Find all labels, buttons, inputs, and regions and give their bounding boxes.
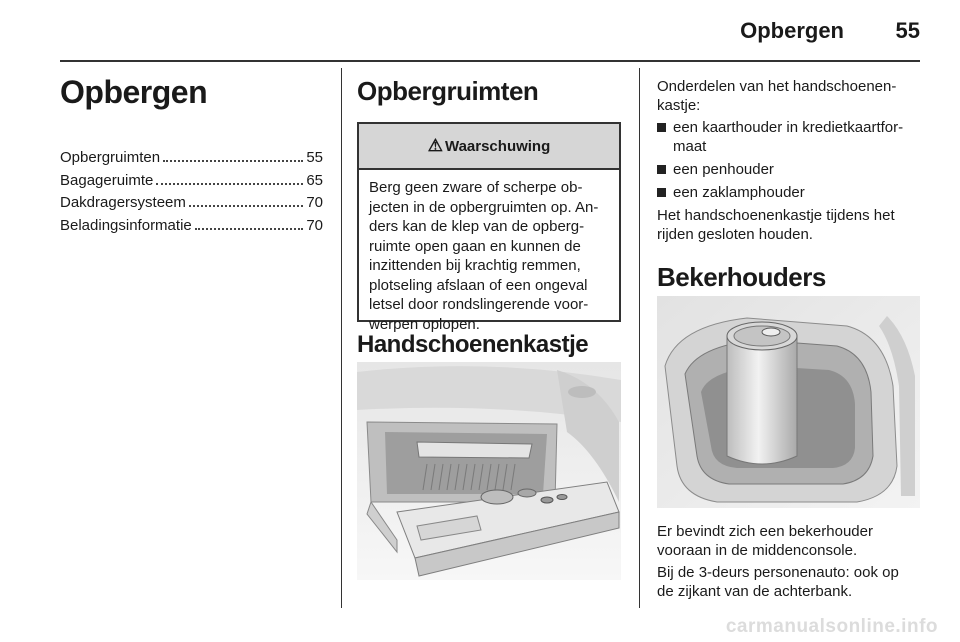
warning-line: plotseling afslaan of een ongeval [369,276,588,294]
list-item-line: maat [673,138,707,155]
toc-entry-page: 70 [306,216,323,234]
warning-title: Waarschuwing [444,137,551,155]
list-item [657,160,937,179]
section-heading-cupholders: Bekerhouders [657,262,826,292]
paragraph-line: de zijkant van de achterbank. [657,583,853,600]
list-item [657,183,937,202]
cupholder-paragraph-2 [657,563,937,601]
column-divider-right [639,68,640,608]
cupholder-paragraph-1 [657,522,937,560]
header-divider [60,60,920,62]
paragraph-line: Bij de 3-deurs personenauto: ook op [657,564,899,581]
toc-entry[interactable] [60,149,323,172]
list-item [657,118,937,156]
toc-entry-page: 55 [306,149,323,166]
intro-line: Onderdelen van het handschoenen- [657,78,897,95]
list-item-line: een penhouder [673,161,774,178]
warning-text [359,170,619,334]
section-heading-storage: Opbergruimten [357,76,539,106]
chapter-title: Opbergen [60,74,208,110]
toc-leader [189,204,303,207]
page-number: 55 [895,18,920,43]
subsection-heading-glovebox: Handschoenenkastje [357,331,589,358]
toc-leader [195,227,304,230]
warning-line: jecten in de opbergruimten op. An- [369,198,599,216]
toc-entry-page: 70 [306,194,323,211]
list-item-line: een kaarthouder in kredietkaartfor- [673,119,904,136]
toc-entry[interactable] [60,194,323,217]
table-of-contents [60,149,323,239]
running-header-title: Opbergen [740,18,844,43]
toc-entry-label: Bagageruimte [60,171,154,189]
toc-entry[interactable] [60,172,323,195]
paragraph-line: vooraan in de middenconsole. [657,542,858,559]
glovebox-parts-list [657,118,937,206]
watermark: carmanualsonline.info [725,616,938,637]
warning-box [357,122,621,333]
note-line: Het handschoenenkastje tijdens het [657,207,895,224]
toc-entry-label: Opbergruimten [60,149,161,166]
warning-line: werpen oplopen. [369,315,480,333]
cupholder-illustration [657,296,920,508]
warning-line: letsel door rondslingerende voor- [369,296,589,313]
paragraph-line: Er bevindt zich een bekerhouder [657,523,873,540]
glovebox-note [657,206,937,244]
warning-line: ders kan de klep van de opberg- [369,218,585,235]
warning-line: inzittenden bij krachtig remmen, [369,257,581,274]
warning-header [359,124,619,170]
toc-leader [163,159,303,162]
warning-line: Berg geen zware of scherpe ob- [369,179,583,196]
intro-line: kastje: [657,97,701,114]
toc-entry-page: 65 [306,171,323,189]
toc-entry-label: Dakdragersysteem [60,194,186,211]
toc-entry-label: Beladingsinformatie [60,216,192,234]
column-divider-left [341,68,342,608]
warning-icon: ⚠ [427,136,443,155]
glovebox-illustration [357,362,621,580]
toc-entry[interactable] [60,217,323,240]
toc-leader [156,182,303,185]
note-line: rijden gesloten houden. [657,226,813,243]
glovebox-intro [657,77,927,115]
warning-line: ruimte open gaan en kunnen de [369,237,581,255]
list-item-line: een zaklamphouder [673,184,805,201]
